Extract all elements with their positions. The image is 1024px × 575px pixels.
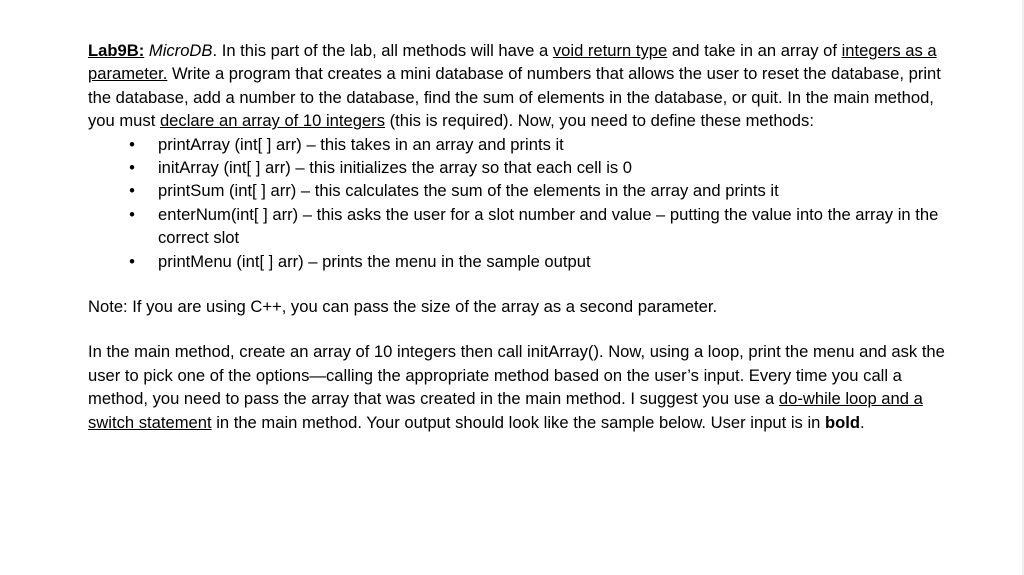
method-printsum: printSum (int[ ] arr) – this calculates the sum of the elements in the array and prints it: [158, 181, 779, 201]
note-paragraph: Note: If you are using C++, you can pass the size of the array as a second parameter.: [88, 297, 718, 317]
main-method-paragraph: [88, 340, 948, 434]
spacer: [88, 273, 948, 295]
intro-paragraph: [88, 39, 948, 133]
intro-text-3: Write a program that creates a mini database of numbers that allows the user to reset the database, print the database, add a number to the database, find the sum of elements in the database, or quit. In the main method, you must: [88, 64, 941, 131]
intro-underline-1: void return type: [552, 41, 668, 60]
main-underline-1: do-while loop and a switch statement: [88, 389, 923, 432]
spacer: [88, 318, 948, 340]
intro-underline-2: integers as a parameter.: [88, 41, 937, 84]
lab-title: MicroDB: [148, 41, 213, 60]
method-list: [88, 133, 948, 273]
list-item: [88, 179, 948, 202]
main-text-3: .: [860, 412, 865, 432]
bullet-icon: •: [129, 158, 135, 178]
method-printmenu: printMenu (int[ ] arr) – prints the menu in the sample output: [158, 251, 591, 271]
method-initarray: initArray (int[ ] arr) – this initializes the array so that each cell is 0: [158, 158, 633, 178]
bullet-icon: •: [129, 181, 135, 201]
list-item: [88, 203, 948, 250]
method-enternum: enterNum(int[ ] arr) – this asks the user for a slot number and value – putting the value into the array in the correct slot: [158, 204, 939, 248]
intro-underline-3: declare an array of 10 integers: [159, 111, 386, 131]
lab-label: Lab9B:: [88, 41, 145, 60]
list-item: [88, 156, 948, 179]
method-printarray: printArray (int[ ] arr) – this takes in an array and prints it: [158, 134, 564, 154]
main-text-2: in the main method. Your output should look like the sample below. User input is in: [211, 412, 825, 432]
intro-text-1: . In this part of the lab, all methods will have a: [212, 41, 553, 60]
list-item: [88, 133, 948, 156]
bullet-icon: •: [129, 134, 135, 154]
lab-instructions: [88, 39, 948, 434]
list-item: [88, 250, 948, 273]
bullet-icon: •: [129, 251, 135, 271]
intro-text-2: and take in an array of: [667, 41, 842, 60]
bullet-icon: •: [129, 204, 135, 224]
main-bold-word: bold: [825, 412, 861, 432]
main-text-1: In the main method, create an array of 10 integers then call initArray(). Now, using a loop, print the menu and ask the user to pick one of the options—calling the appropriate method based on the user’s input. Every time you call a method, you need to pass the array that was created in the main method. I suggest you use a: [88, 342, 945, 409]
intro-text-4: (this is required). Now, you need to define these methods:: [385, 111, 814, 131]
